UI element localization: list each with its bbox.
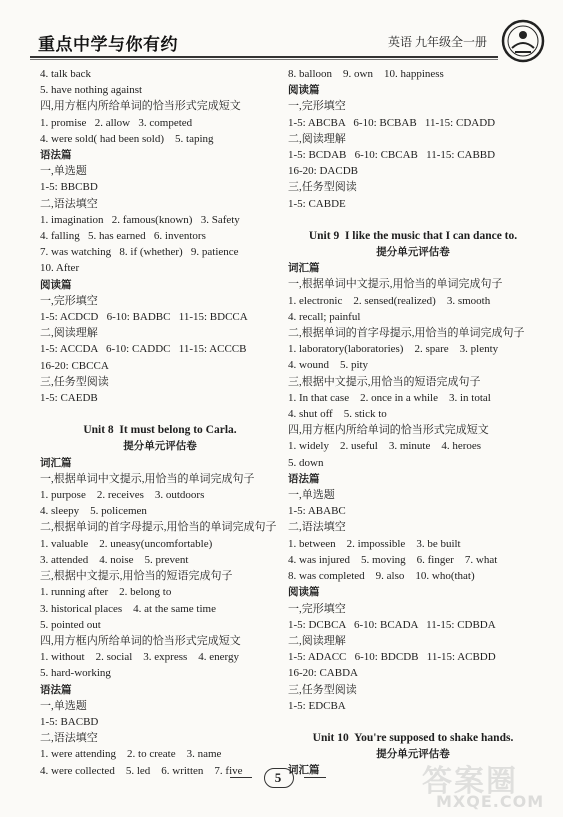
header-rule-thin [30,59,498,60]
watermark [412,756,560,814]
answer-line: 三,任务型阅读 [40,375,109,388]
page-number [250,768,306,788]
page-number-text: 5 [274,770,282,785]
answer-line: 一,完形填空 [40,294,98,307]
unit-subtitle: 提分单元评估卷 [123,440,197,453]
answer-line: 1. purpose 2. receives 3. outdoors [40,489,205,502]
answer-line: 一,单选题 [40,699,87,712]
section-heading: 语法篇 [40,683,72,696]
answer-line: 1. In that case 2. once in a while 3. in total [288,391,491,404]
answer-line: 一,单选题 [288,489,335,502]
answer-line: 5. have nothing against [40,84,143,97]
answer-line: 四,用方框内所给单词的恰当形式完成短文 [40,100,241,113]
answer-line: 三,任务型阅读 [288,181,357,194]
answer-line: 二,语法填空 [40,732,98,745]
section-gap [288,714,538,730]
answer-line: 16-20: CABDA [288,667,358,680]
section-heading: 阅读篇 [40,278,72,291]
answer-line: 二,语法填空 [288,521,346,534]
answer-line: 1. without 2. social 3. express 4. energy [40,651,239,664]
answer-line: 1. promise 2. allow 3. competed [40,116,193,129]
answer-column-right [288,66,538,779]
answer-line: 10. After [40,262,80,275]
answer-column-left [40,66,280,779]
unit-title: Unit 10 You're supposed to shake hands. [312,731,514,744]
section-gap [288,212,538,228]
unit-title: Unit 9 I like the music that I can dance to. [308,229,518,242]
answer-line: 二,根据单词的首字母提示,用恰当的单词完成句子 [288,327,525,340]
header-rule [30,56,498,58]
answer-line: 四,用方框内所给单词的恰当形式完成短文 [288,424,489,437]
answer-line: 5. pointed out [40,618,101,631]
grade-label: 英语 九年级全一册 [388,35,488,49]
answer-line: 1-5: ACDCD 6-10: BADBC 11-15: BDCCA [40,311,248,324]
answer-line: 4. sleepy 5. policemen [40,505,147,518]
answer-line: 二,阅读理解 [288,132,346,145]
section-heading: 语法篇 [40,149,72,162]
answer-line: 3. historical places 4. at the same time [40,602,216,615]
book-title: 重点中学与你有约 [38,35,178,55]
answer-line: 1. widely 2. useful 3. minute 4. heroes [288,440,482,453]
unit-title: Unit 8 It must belong to Carla. [83,424,237,437]
section-heading: 阅读篇 [288,586,320,599]
answer-line: 四,用方框内所给单词的恰当形式完成短文 [40,634,241,647]
answer-line: 1. were attending 2. to create 3. name [40,748,222,761]
section-heading: 词汇篇 [288,764,320,777]
section-heading: 词汇篇 [40,456,72,469]
answer-line: 二,阅读理解 [40,327,98,340]
answer-line: 5. hard-working [40,667,111,680]
answer-line: 三,根据中文提示,用恰当的短语完成句子 [288,375,481,388]
unit-subtitle: 提分单元评估卷 [376,748,450,761]
answer-line: 二,语法填空 [40,197,98,210]
answer-line: 1-5: BCDAB 6-10: CBCAB 11-15: CABBD [288,149,496,162]
watermark-url: MXQE.COM [436,792,545,811]
answer-line: 三,任务型阅读 [288,683,357,696]
answer-line: 8. was completed 9. also 10. who(that) [288,570,475,583]
answer-line: 二,根据单词的首字母提示,用恰当的单词完成句子 [40,521,277,534]
answer-line: 1-5: BBCBD [40,181,98,194]
answer-line: 1. between 2. impossible 3. be built [288,537,461,550]
answer-line: 一,完形填空 [288,100,346,113]
section-gap [40,406,280,422]
watermark-logo-text: 答案圈 [422,764,518,799]
section-heading: 语法篇 [288,472,320,485]
answer-line: 1-5: ABCBA 6-10: BCBAB 11-15: CDADD [288,116,496,129]
answer-line: 一,根据单词中文提示,用恰当的单词完成句子 [288,278,503,291]
answer-line: 4. was injured 5. moving 6. finger 7. what [288,553,498,566]
answer-line: 1. running after 2. belong to [40,586,172,599]
answer-line: 一,单选题 [40,165,87,178]
answer-line: 4. talk back [40,68,92,80]
page-header [0,0,563,62]
answer-line: 1. imagination 2. famous(known) 3. Safety [40,213,240,226]
answer-line: 4. were collected 5. led 6. written 7. five [40,764,243,777]
answer-line: 1-5: ABABC [288,505,346,518]
answer-line: 1. laboratory(laboratories) 2. spare 3. plenty [288,343,499,356]
section-heading: 词汇篇 [288,262,320,275]
answer-line: 1-5: BACBD [40,715,99,728]
answer-line: 1-5: CAEDB [40,392,98,405]
answer-line: 8. balloon 9. own 10. happiness [288,68,444,80]
answer-line: 1-5: CABDE [288,197,346,210]
answer-line: 1. valuable 2. uneasy(uncomfortable) [40,537,213,550]
answer-line: 三,根据中文提示,用恰当的短语完成句子 [40,570,233,583]
answer-line: 1-5: ADACC 6-10: BDCDB 11-15: ACBDD [288,651,496,664]
answer-line: 4. shut off 5. stick to [288,408,387,421]
answer-line: 4. were sold( had been sold) 5. taping [40,132,214,145]
unit-subtitle: 提分单元评估卷 [376,246,450,259]
answer-line: 4. falling 5. has earned 6. inventors [40,230,206,243]
answer-line: 1-5: ACCDA 6-10: CADDC 11-15: ACCCB [40,343,247,356]
answer-line: 1-5: DCBCA 6-10: BCADA 11-15: CDBDA [288,618,496,631]
answer-line: 一,根据单词中文提示,用恰当的单词完成句子 [40,472,255,485]
answer-line: 4. recall; painful [288,310,361,323]
answer-line: 1. electronic 2. sensed(realized) 3. smooth [288,294,491,307]
answer-line: 16-20: DACDB [288,165,358,178]
answer-line: 16-20: CBCCA [40,359,109,372]
answer-line: 二,阅读理解 [288,634,346,647]
answer-line: 4. wound 5. pity [288,359,369,372]
answer-line: 7. was watching 8. if (whether) 9. patience [40,246,239,259]
answer-line: 5. down [288,456,324,469]
school-emblem-icon [500,18,546,64]
answer-line: 一,完形填空 [288,602,346,615]
answer-line: 1-5: EDCBA [288,699,346,712]
section-heading: 阅读篇 [288,84,320,97]
answer-line: 3. attended 4. noise 5. prevent [40,553,189,566]
